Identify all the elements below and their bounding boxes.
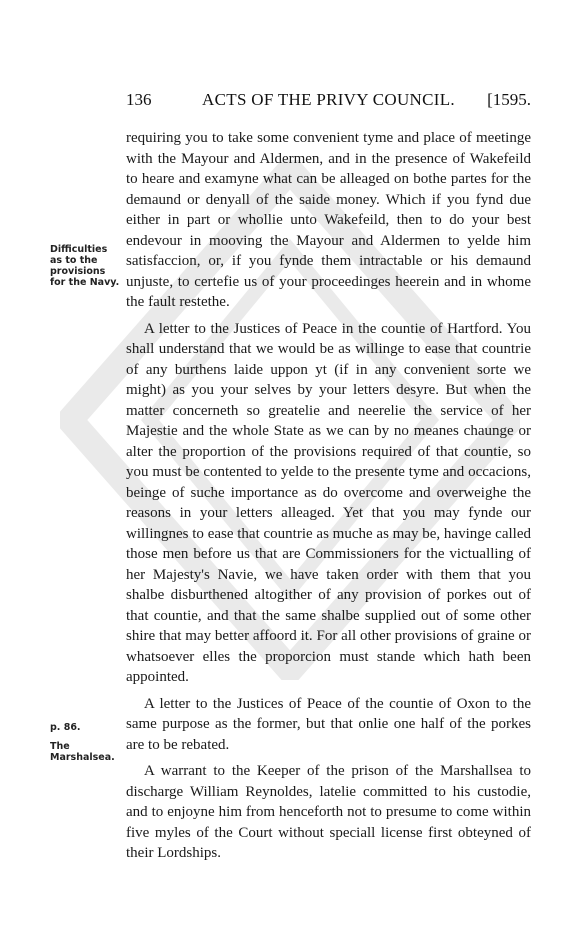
- margin-note-navy: Difficulties as to the provisions for the Navy.: [50, 244, 120, 288]
- margin-note-page-ref: p. 86.: [50, 722, 81, 733]
- paragraph-oxon-letter: A letter to the Justices of Peace of the countie of Oxon to the same purpose as the former, but that onlie one half of the porkes are to be rebated.: [126, 695, 531, 753]
- paragraph-hartford-letter: A letter to the Justices of Peace in the countie of Hartford. You shall understand that we would be as willinge to ease that countrie of any burthens laide uppon yt (if in any convenient sorte we might) as you your selves by your letters desyre. But when the matter concerneth so greatelie and neerelie the service of her Majestie and the whole State as we can by no meanes chaunge or alter the proportion of the provisions required of that countie, so you must be contented to yelde to the presente tyme and occacions, beinge of suche importance as do overcome and overweighe the reasons in your letters alleaged. Yet that you may fynde our willingnes to ease that countrie as muche as may be, havinge called those men before us that are Commissioners for the victualling of her Majesty's Navie, we have taken order with them that you shalbe disburthened altogither of any provision of porkes out of that countie, and that the same shalbe supplied out of some other shire that may better affoord it. For all other provisions of graine or whatsoever elles the proporcion must stande which hath been appointed.: [126, 320, 531, 685]
- body-text: [126, 128, 531, 870]
- running-title: ACTS OF THE PRIVY COUNCIL.: [202, 90, 455, 109]
- margin-note-marshalsea: The Marshalsea.: [50, 741, 115, 763]
- paragraph-marshalsea-warrant: A warrant to the Keeper of the prison of the Marshallsea to discharge William Reynoldes, latelie committed to his custodie, and to enjoyne him from henceforth not to presume to come within five myles of the Court without speciall license first obteyned of their Lordships.: [126, 763, 531, 861]
- running-header: [126, 90, 531, 112]
- paragraph-wakefeild: requiring you to take some convenient tyme and place of meetinge with the Mayour and Aldermen, and in the presence of Wakefeild to heare and examyne what can be alleaged on bothe partes for the demaund or denyall of the saide money. Which if you fynd due either in part or whollie unto Wakefeild, then to do your best endevour in mooving the Mayour and Aldermen to yelde him satisfaccion, or, if you fynde them intractable or his demaund unjuste, to certefie us of your proceedinges heerein and in whome the fault restethe.: [126, 130, 531, 310]
- page-number: 136: [126, 90, 152, 109]
- year-marker: [1595.: [487, 90, 531, 109]
